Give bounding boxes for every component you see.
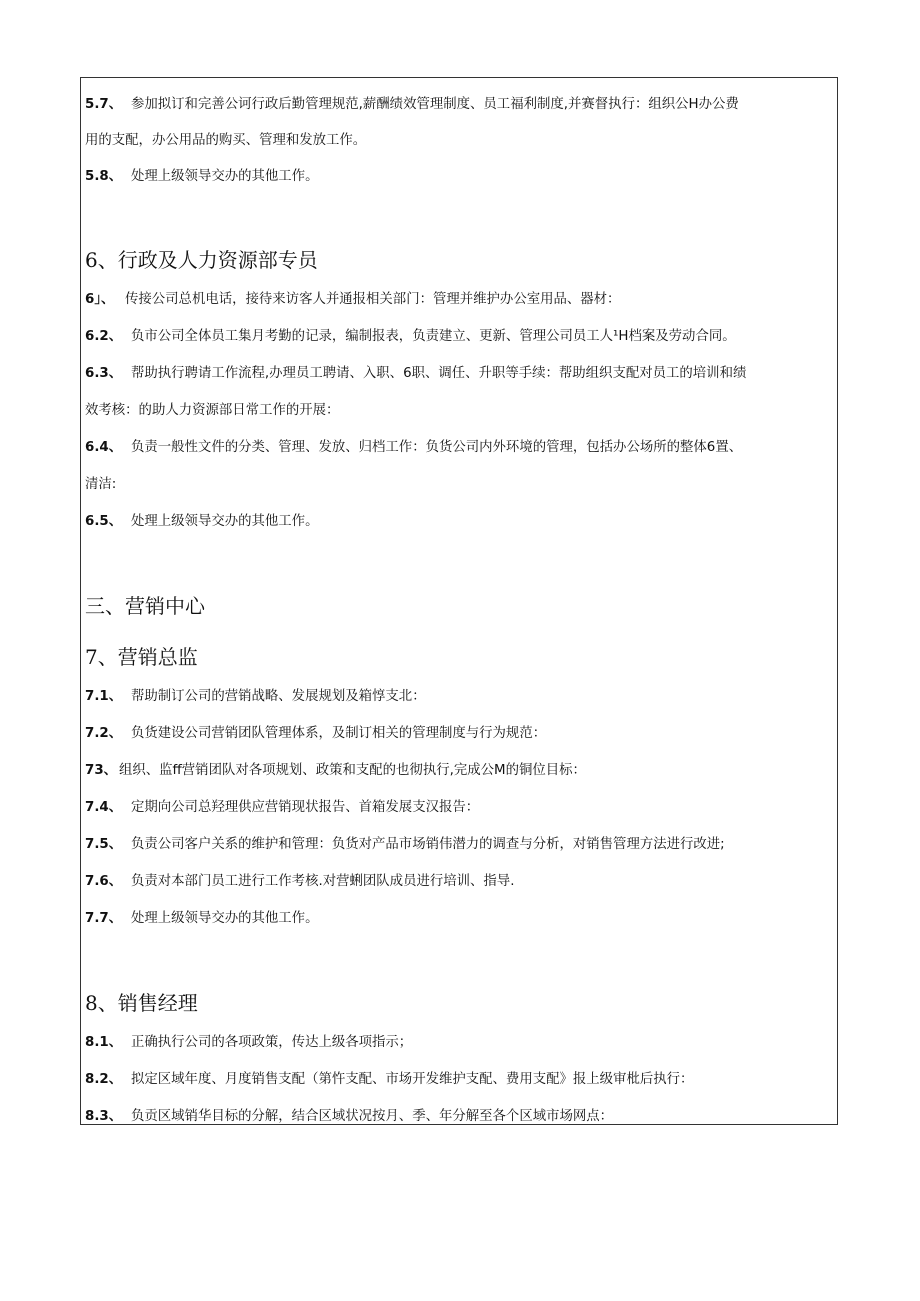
- item-8-3: [85, 1105, 833, 1124]
- item-6-1: [85, 288, 833, 307]
- item-text: 清洁:: [85, 477, 117, 492]
- section-heading-8: 8、销售经理: [85, 991, 198, 1015]
- item-text: 负贡区域销华目标的分解，结合区域状况按月、季、年分解至各个区域市场网点：: [131, 1109, 614, 1124]
- item-7-3: [85, 759, 833, 778]
- item-8-2: [85, 1068, 833, 1087]
- item-number: 7.7、: [85, 911, 123, 926]
- item-number: 6」、: [85, 292, 115, 307]
- item-text: 负市公司全体员工集月考勤的记录，编制报表，负责建立、更新、管理公司员工人¹H档案及劳动合同。: [131, 329, 736, 344]
- item-6-4-cont: [85, 473, 833, 492]
- item-text: 效考核：的助人力资源部日常工作的开展：: [85, 403, 340, 418]
- section-heading-7: 7、营销总监: [85, 645, 198, 669]
- item-text: 正确执行公司的各项政策，传达上级各项指示；: [131, 1035, 413, 1050]
- item-number: 6.4、: [85, 440, 123, 455]
- document-table-cell: [80, 77, 838, 1125]
- item-number: 7.1、: [85, 689, 123, 704]
- item-number: 7.4、: [85, 800, 123, 815]
- item-number: 5.7、: [85, 97, 123, 112]
- item-text: 负责一般性文件的分类、管理、发放、归档工作：负货公司内外环境的管理，包括办公场所的整体6置、: [131, 440, 743, 455]
- item-text: 帮助执行聘请工作流程,办理员工聘请、入职、6职、调任、升职等手续：帮助组织支配对员工的培训和绩: [131, 366, 747, 381]
- item-number: 6.5、: [85, 514, 123, 529]
- item-6-4: [85, 436, 833, 455]
- item-text: 处理上级领导交办的其他工作。: [131, 514, 319, 529]
- item-number: 6.3、: [85, 366, 123, 381]
- item-6-3: [85, 362, 833, 381]
- item-6-2: [85, 325, 833, 344]
- item-number: 7.2、: [85, 726, 123, 741]
- item-7-7: [85, 907, 833, 926]
- item-number: 8.1、: [85, 1035, 123, 1050]
- item-text: 定期向公司总羟理供应营销现状报告、首箱发展支汉报告：: [131, 800, 480, 815]
- item-text: 拟定区域年度、月度销售支配（第忤支配、市场开发维护支配、费用支配》报上级审枇后执行：: [131, 1072, 694, 1087]
- item-number: 8.2、: [85, 1072, 123, 1087]
- item-5-7: [85, 93, 833, 112]
- item-number: 6.2、: [85, 329, 123, 344]
- item-text: 参加拟订和完善公诃行政后勤管理规范,薪酬绩效管理制度、员工福利制度,并赛督执行：组织公H办公费: [131, 97, 739, 112]
- item-7-1: [85, 685, 833, 704]
- item-text: 负责公司客户关系的维护和管理：负货对产品市场销伟潜力的调查与分析，对销售管理方法进行改进;: [131, 837, 725, 852]
- item-number: 5.8、: [85, 169, 123, 184]
- item-text: 传接公司总机电话，接待来访客人并通报相关部门：管理并维护办公室用品、器材：: [125, 292, 621, 307]
- section-heading-marketing: 三、营销中心: [85, 594, 205, 618]
- item-number: 73、: [85, 763, 118, 778]
- item-number: 8.3、: [85, 1109, 123, 1124]
- item-text: 处理上级领导交办的其他工作。: [131, 169, 319, 184]
- item-5-8: [85, 165, 833, 184]
- item-7-6: [85, 870, 833, 889]
- item-5-7-cont: [85, 129, 833, 148]
- item-text: 组织、监ff营销团队对各项规划、政策和支配的也彻执行,完成公M的铜位目标：: [119, 763, 586, 778]
- item-7-5: [85, 833, 833, 852]
- item-text: 负责对本部门员工进行工作考核.对营蜊团队成员进行培训、指导.: [131, 874, 515, 889]
- item-number: 7.6、: [85, 874, 123, 889]
- item-number: 7.5、: [85, 837, 123, 852]
- item-6-5: [85, 510, 833, 529]
- item-7-2: [85, 722, 833, 741]
- item-text: 用的支配，办公用品的购买、管理和发放工作。: [85, 133, 367, 148]
- item-8-1: [85, 1031, 833, 1050]
- item-text: 负货建设公司营销团队管理体系，及制订相关的管理制度与行为规范：: [131, 726, 547, 741]
- item-6-3-cont: [85, 399, 833, 418]
- item-7-4: [85, 796, 833, 815]
- item-text: 帮助制订公司的营销战略、发展规划及箱惇支北：: [131, 689, 426, 704]
- item-text: 处理上级领导交办的其他工作。: [131, 911, 319, 926]
- section-heading-6: 6、行政及人力资源部专员: [85, 248, 318, 272]
